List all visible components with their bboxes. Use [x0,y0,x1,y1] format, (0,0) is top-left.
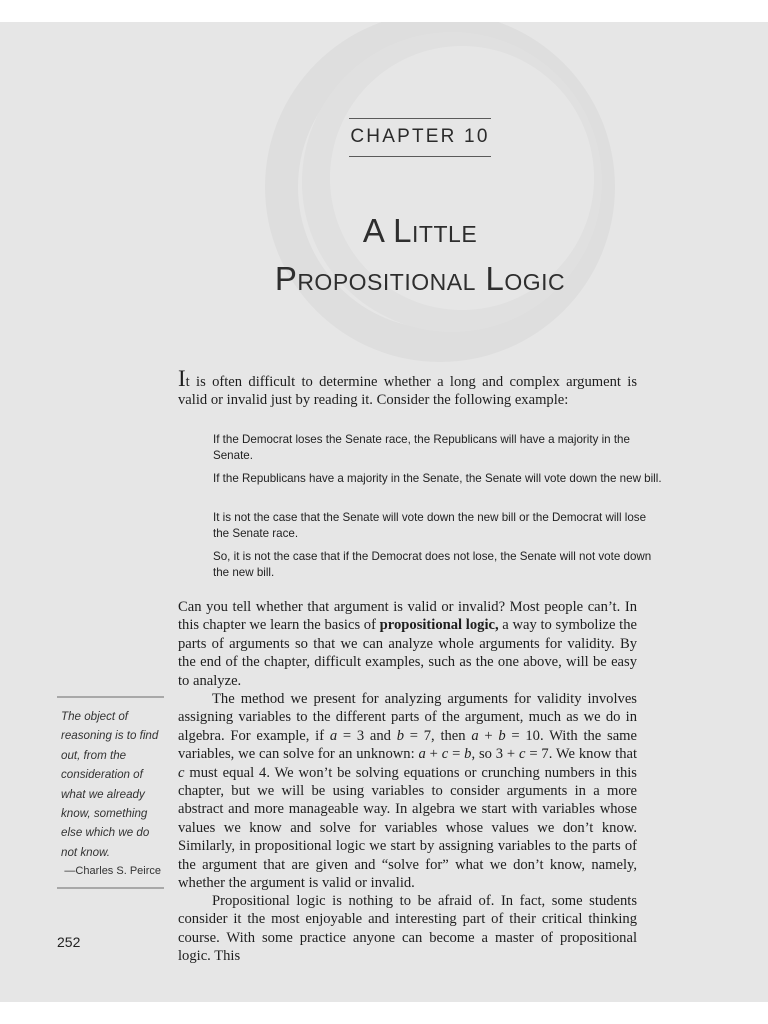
intro-paragraph [178,366,637,410]
math-var: b [464,746,472,763]
math-var: a [471,727,479,744]
para3-text: Propositional logic is nothing to be afraid of. In fact, some students consider it the most enjoyable and interesting part of their critical thinking course. With some practice anyone can become a master of propositional logic. This [178,893,637,965]
math-var: b [396,727,405,744]
math-var: c [441,746,449,763]
para2-text: = 7. We know that [525,746,638,763]
para2-text: = [448,746,465,763]
example-premise-2: If the Republicans have a majority in the Senate, the Senate will vote down the new bill. [213,472,662,485]
chapter-rule-top [349,118,491,119]
chapter-title-line-2: Propositional Logic [274,260,566,297]
math-var: b [498,727,506,744]
page-number: 252 [57,934,81,950]
sidebar-quote [57,696,164,889]
example-premise-3: It is not the case that the Senate will vote down the new bill or the Democrat will lose the Senate race. [213,511,647,540]
quote-attribution: —Charles S. Peirce [64,865,161,878]
intro-text: t is often difficult to determine whether a long and complex argument is valid or invalid just by reading it. Consider the following example: [178,374,637,409]
para2-text: The method we present for analyzing arguments for validity involves assigning variables to the different parts of the argument, much as we do in algebra. For example, if [178,691,637,744]
dropcap: I [178,366,186,391]
math-var: a [418,746,426,763]
math-var: a [329,727,338,744]
book-page [0,22,768,1002]
para1-text-end: a way to symbolize the parts of arguments so that we can analyze whole arguments for validity. By the end of the chapter, difficult examples, such as the one above, will be easy to analyze. [178,617,637,689]
chapter-title-line-1: A Little [362,212,478,249]
chapter-label: CHAPTER 10 [350,126,490,147]
math-var: c [178,764,185,781]
para2-text: must equal 4. We won’t be solving equations or crunching numbers in this chapter, but we will be using variables to consider arguments in a more abstract and more manageable way. In algebra we start with variables whose values we know and solve for variables whose values we don’t know. Similarly, in propositional logic we start by assigning variables to the parts of the argument that are given and “solve for” what we don’t know, namely, whether the argument is valid or invalid. [178,764,637,892]
body-paragraph-2 [178,690,637,892]
body-paragraph-1 [178,598,637,690]
key-term: propositional logic, [379,617,499,634]
quote-text: The object of reasoning is to find out, from the consideration of what we already know, something else which we do not know. [61,710,159,859]
chapter-rule-bottom [349,156,491,157]
math-var: c [519,746,526,763]
para2-text: + [478,727,499,744]
para2-text: = 7, then [404,727,472,744]
example-conclusion: So, it is not the case that if the Democrat does not lose, the Senate will not vote down the new bill. [213,550,652,579]
para2-text: = 10. With the same variables, we can solve for an unknown: [178,727,638,763]
para2-text: + [425,746,442,763]
body-paragraph-3 [178,892,637,966]
para2-text: = 3 and [337,727,397,744]
example-premise-1: If the Democrat loses the Senate race, the Republicans will have a majority in the Senate. [213,433,630,462]
para1-text: Can you tell whether that argument is valid or invalid? Most people can’t. In this chapter we learn the basics of [178,599,637,634]
para2-text: , so 3 + [471,746,519,763]
